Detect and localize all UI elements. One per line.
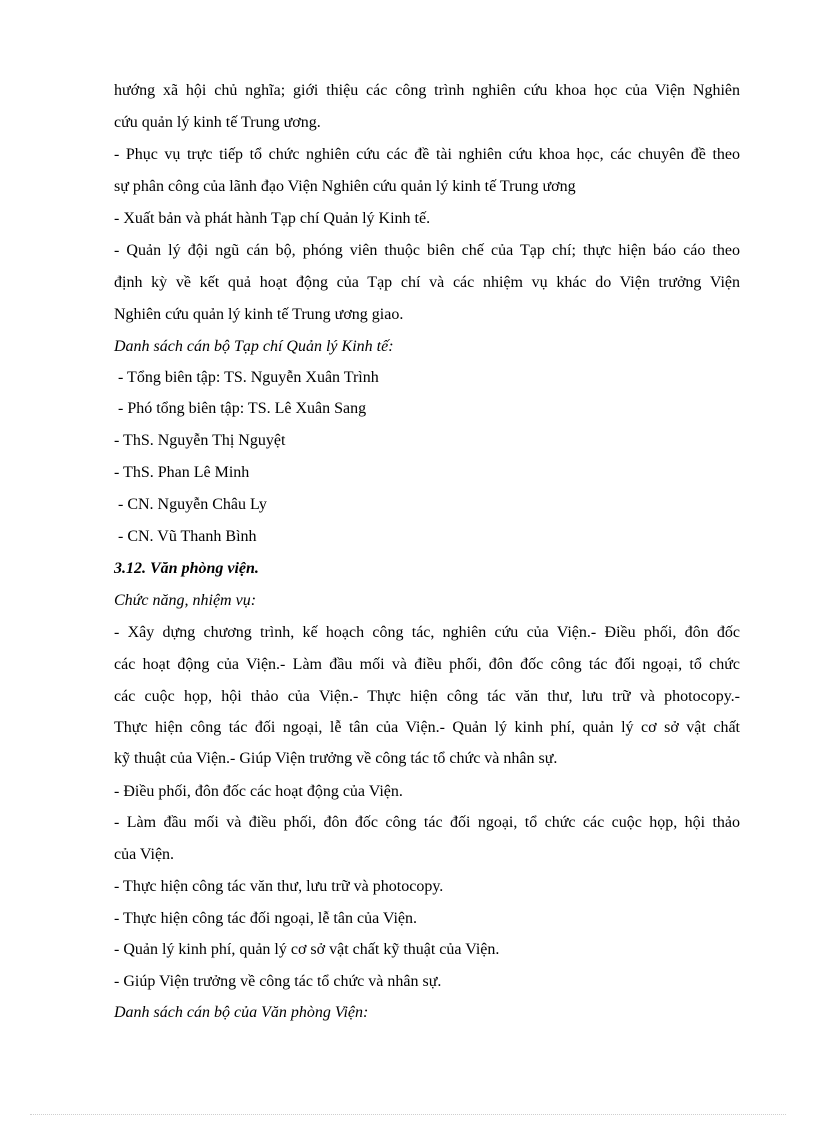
paragraph-line: cứu quản lý kinh tế Trung ương. bbox=[114, 114, 321, 131]
subsection-heading: Chức năng, nhiệm vụ: bbox=[114, 592, 257, 609]
paragraph-line: - Làm đầu mối và điều phối, đôn đốc công tác đối ngoại, tổ chức các cuộc họp, hội thảo bbox=[114, 814, 740, 831]
staff-list-item: - Phó tổng biên tập: TS. Lê Xuân Sang bbox=[118, 400, 367, 417]
staff-list-heading: Danh sách cán bộ Tạp chí Quản lý Kinh tế: bbox=[114, 338, 394, 355]
staff-list-item: - ThS. Phan Lê Minh bbox=[114, 464, 250, 481]
paragraph-line: các hoạt động của Viện.- Làm đầu mối và điều phối, đôn đốc công tác đối ngoại, tổ chức bbox=[114, 656, 740, 673]
paragraph-line: các cuộc họp, hội thảo của Viện.- Thực hiện công tác văn thư, lưu trữ và photocopy.- bbox=[114, 688, 740, 705]
paragraph-line: - Xây dựng chương trình, kế hoạch công tác, nghiên cứu của Viện.- Điều phối, đôn đốc bbox=[114, 624, 740, 641]
paragraph-line: Thực hiện công tác đối ngoại, lễ tân của Viện.- Quản lý kinh phí, quản lý cơ sở vật chất bbox=[114, 719, 740, 736]
section-heading: 3.12. Văn phòng viện. bbox=[114, 560, 259, 577]
paragraph-line: - Phục vụ trực tiếp tổ chức nghiên cứu các đề tài nghiên cứu khoa học, các chuyên đề theo bbox=[114, 146, 740, 163]
staff-list-item: - CN. Nguyễn Châu Ly bbox=[118, 496, 267, 513]
paragraph-line: hướng xã hội chủ nghĩa; giới thiệu các công trình nghiên cứu khoa học của Viện Nghiên bbox=[114, 82, 740, 99]
paragraph-line: Nghiên cứu quản lý kinh tế Trung ương giao. bbox=[114, 306, 404, 323]
page-bottom-divider bbox=[30, 1114, 786, 1115]
staff-list-item: - Tổng biên tập: TS. Nguyễn Xuân Trình bbox=[118, 369, 379, 386]
paragraph-line: kỹ thuật của Viện.- Giúp Viện trưởng về công tác tổ chức và nhân sự. bbox=[114, 750, 558, 767]
paragraph-line: - Xuất bản và phát hành Tạp chí Quản lý Kinh tế. bbox=[114, 210, 431, 227]
paragraph-line: - Điều phối, đôn đốc các hoạt động của Viện. bbox=[114, 783, 403, 800]
staff-list-item: - ThS. Nguyễn Thị Nguyệt bbox=[114, 432, 286, 449]
paragraph-line: sự phân công của lãnh đạo Viện Nghiên cứu quản lý kinh tế Trung ương bbox=[114, 178, 576, 195]
paragraph-line: - Thực hiện công tác văn thư, lưu trữ và photocopy. bbox=[114, 878, 444, 895]
paragraph-line: - Quản lý kinh phí, quản lý cơ sở vật chất kỹ thuật của Viện. bbox=[114, 941, 500, 958]
staff-list-item: - CN. Vũ Thanh Bình bbox=[118, 528, 257, 545]
paragraph-line: - Thực hiện công tác đối ngoại, lễ tân của Viện. bbox=[114, 910, 418, 927]
paragraph-line: - Quản lý đội ngũ cán bộ, phóng viên thuộc biên chế của Tạp chí; thực hiện báo cáo theo bbox=[114, 242, 740, 259]
paragraph-line: - Giúp Viện trưởng về công tác tổ chức và nhân sự. bbox=[114, 973, 442, 990]
staff-list-heading: Danh sách cán bộ của Văn phòng Viện: bbox=[114, 1004, 369, 1021]
paragraph-line: của Viện. bbox=[114, 846, 175, 863]
paragraph-line: định kỳ về kết quả hoạt động của Tạp chí và các nhiệm vụ khác do Viện trưởng Viện bbox=[114, 274, 740, 291]
